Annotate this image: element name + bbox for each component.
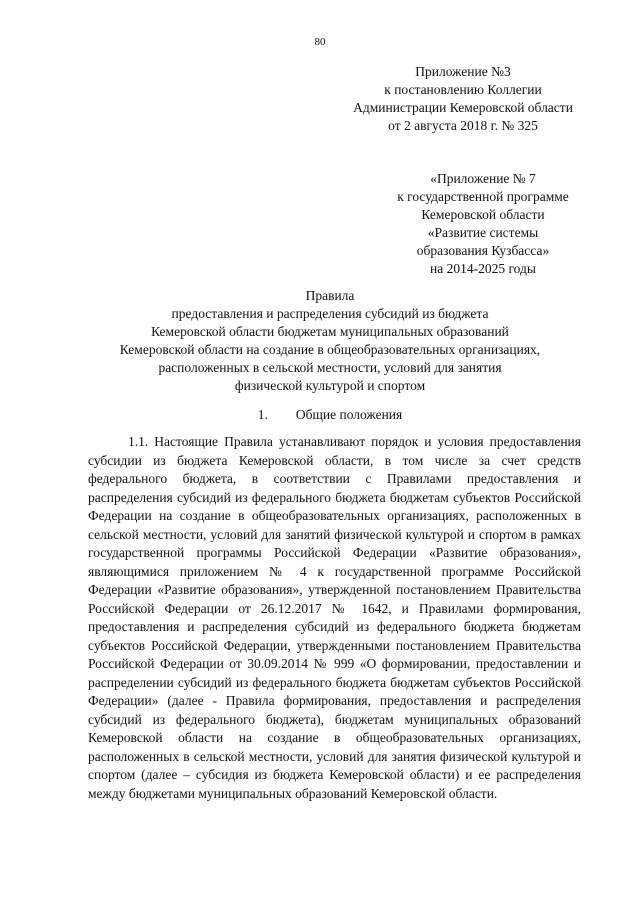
appendix-3-line: Приложение №3: [415, 64, 511, 79]
title-line: физической культурой и спортом: [234, 378, 426, 393]
appendix-7-line: «Приложение № 7: [430, 171, 536, 186]
appendix-7-line: на 2014-2025 годы: [430, 261, 536, 276]
appendix-3-line: от 2 августа 2018 г. № 325: [388, 118, 538, 133]
appendix-7-line: образования Кузбасса»: [416, 243, 550, 258]
appendix-7-line: «Развитие системы: [427, 225, 539, 240]
appendix-7-line: к государственной программе: [397, 189, 569, 204]
appendix-7-line: Кемеровской области: [421, 207, 545, 222]
title-line: расположенных в сельской местности, условий для занятия: [158, 360, 502, 375]
section-title: Общие положения: [295, 407, 403, 422]
appendix-3-line: Администрации Кемеровской области: [353, 100, 573, 115]
appendix-7-header: [348, 170, 618, 278]
title-line: Кемеровской области бюджетам муниципальных образований: [151, 324, 509, 339]
title-line: Кемеровской области на создание в общеобразовательных организациях,: [119, 342, 541, 357]
appendix-3-line: к постановлению Коллегии: [384, 82, 542, 97]
title-line: предоставления и распределения субсидий из бюджета: [171, 306, 489, 321]
paragraph-1-1: 1.1. Настоящие Правила устанавливают порядок и условия предоставления субсидии из бюджета Кемеровской области, в том числе за счет средств федерального бюджета, в соответствии с Правилами предоставления и распределения субсидий из федерального бюджета бюджетам субъектов Российской Федерации на создание в общеобразовательных организациях, расположенных в сельской местности, условий для занятий физической культурой и спортом в рамках государственной программы Российской Федерации «Развитие образования», являющимися приложением № 4 к государственной программе Российской Федерации «Развитие образования», утвержденной постановлением Правительства Российской Федерации от 26.12.2017 № 1642, и Правилами формирования, предоставления и распределения субсидий из федерального бюджета бюджетам субъектов Российской Федерации, утвержденными постановлением Правительства Российской Федерации от 30.09.2014 № 999 «О формировании, предоставлении и распределении субсидий из федерального бюджета бюджетам субъектов Российской Федерации» (далее - Правила формирования, предоставления и распределения субсидий из федерального бюджета), бюджетам муниципальных образований Кемеровской области на создание в общеобразовательных организациях, расположенных в сельской местности, условий для занятия физической культурой и спортом (далее – субсидия из бюджета Кемеровской области) и ее распределения между бюджетами муниципальных образований Кемеровской области.: [88, 434, 581, 801]
page-number: 80: [314, 36, 326, 48]
appendix-3-header: [318, 63, 608, 135]
section-heading: [80, 407, 580, 423]
document-title: [80, 287, 580, 395]
title-line: Правила: [305, 288, 355, 303]
section-number: 1.: [257, 407, 268, 422]
